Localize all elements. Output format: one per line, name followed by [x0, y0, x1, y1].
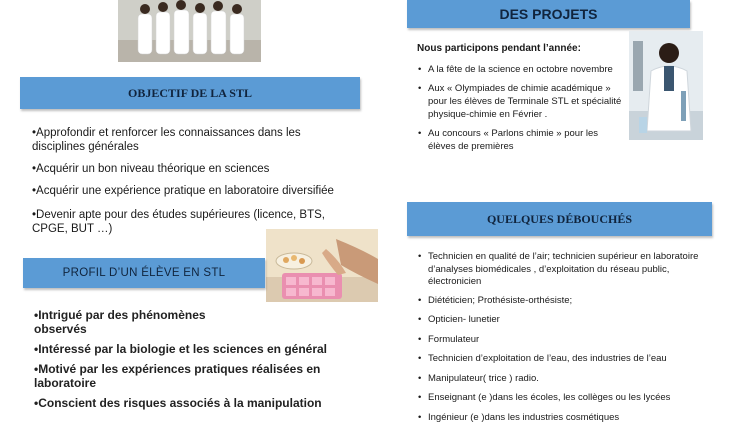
- objectif-title: OBJECTIF DE LA STL: [128, 86, 252, 100]
- bullet-icon: •: [418, 251, 421, 264]
- profil-banner: [23, 258, 265, 288]
- profil-list: [34, 308, 364, 410]
- bullet-icon: •: [418, 334, 421, 347]
- bullet-icon: •: [418, 392, 421, 405]
- list-item: • Au concours « Parlons chimie » pour les élèves de premières: [418, 127, 623, 153]
- debouches-list: [418, 251, 708, 424]
- list-item: • Technicien d’exploitation de l’eau, des industries de l’eau: [418, 353, 708, 366]
- list-item: • Technicien en qualité de l’air; technicien supérieur en laboratoire d’analyses biomédicales , d’exploitation du réseau public, électronicien: [418, 251, 708, 289]
- list-item: •Conscient des risques associés à la manipulation: [34, 396, 364, 410]
- list-item: •Approfondir et renforcer les connaissances dans les disciplines générales: [32, 126, 352, 154]
- list-item: •Devenir apte pour des études supérieures (licence, BTS, CPGE, BUT …): [32, 208, 352, 236]
- bullet-icon: •: [418, 127, 421, 140]
- list-item: •Intrigué par des phénomènes observés: [34, 308, 224, 336]
- list-item: • Manipulateur( trice ) radio.: [418, 373, 708, 386]
- projets-list: [418, 63, 623, 153]
- students-group-photo: [118, 0, 261, 62]
- profil-title: PROFIL D’UN ÉLÈVE EN STL: [63, 267, 226, 279]
- list-item: •Acquérir un bon niveau théorique en sciences: [32, 162, 352, 176]
- student-lab-photo: [629, 31, 703, 140]
- objectif-list: [32, 126, 352, 236]
- list-item: • Diététicien; Prothésiste-orthésiste;: [418, 295, 708, 308]
- list-item: • Enseignant (e )dans les écoles, les collèges ou les lycées: [418, 392, 708, 405]
- objectif-banner: [20, 77, 360, 109]
- list-item: • Aux « Olympiades de chimie académique » pour les élèves de Terminale STL et spécialité physique-chimie en Février .: [418, 82, 623, 121]
- list-item: • A la fête de la science en octobre novembre: [418, 63, 623, 76]
- projets-title: DES PROJETS: [499, 6, 597, 22]
- list-item: •Intéressé par la biologie et les sciences en général: [34, 342, 364, 356]
- bullet-icon: •: [418, 63, 421, 76]
- bullet-icon: •: [418, 353, 421, 366]
- debouches-banner: [407, 202, 712, 236]
- list-item: • Formulateur: [418, 334, 708, 347]
- bullet-icon: •: [418, 412, 421, 424]
- projets-intro: Nous participons pendant l’année:: [417, 43, 581, 54]
- list-item: •Acquérir une expérience pratique en laboratoire diversifiée: [32, 184, 352, 198]
- list-item: •Motivé par les expériences pratiques réalisées en laboratoire: [34, 362, 364, 390]
- debouches-title: QUELQUES DÉBOUCHÉS: [487, 212, 632, 226]
- bullet-icon: •: [418, 295, 421, 308]
- list-item: • Opticien- lunetier: [418, 314, 708, 327]
- projets-banner: [407, 0, 690, 28]
- lab-experiment-photo: [266, 229, 378, 302]
- bullet-icon: •: [418, 314, 421, 327]
- bullet-icon: •: [418, 82, 421, 95]
- bullet-icon: •: [418, 373, 421, 386]
- list-item: • Ingénieur (e )dans les industries cosmétiques: [418, 412, 708, 424]
